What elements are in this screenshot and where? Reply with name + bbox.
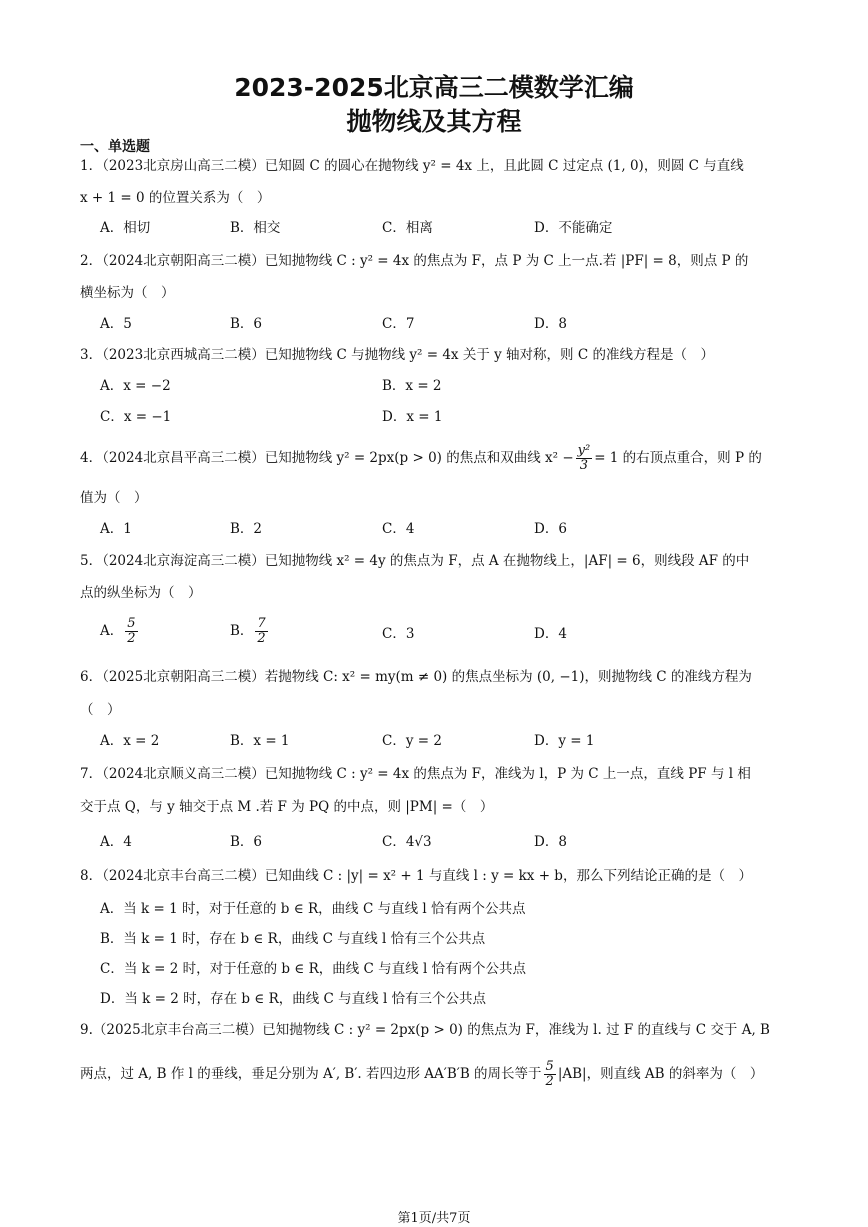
question-4-option-c: C．4: [382, 521, 415, 537]
section-heading: 一、单选题: [80, 139, 150, 155]
question-9-fraction: [544, 1060, 556, 1089]
question-2-option-c: C．7: [382, 316, 415, 332]
question-8-option-d: D．当 k = 2 时，存在 b ∈ R，曲线 C 与直线 l 恰有三个公共点: [100, 991, 487, 1007]
question-3-option-d: D．x = 1: [382, 409, 443, 425]
question-9-text-a: 两点，过 A, B 作 l 的垂线，垂足分别为 A′, B′. 若四边形 AA′B′B 的周长等于: [80, 1066, 542, 1082]
question-3-option-b: B．x = 2: [382, 378, 442, 394]
question-5-option-b: [230, 617, 270, 646]
document-subtitle: 抛物线及其方程: [346, 107, 522, 136]
question-2-option-b: B．6: [230, 316, 263, 332]
question-9-fraction-denominator: 2: [545, 1074, 554, 1089]
question-5-option-b-numerator: 7: [257, 616, 266, 631]
question-5-option-a-label: A．: [100, 623, 124, 639]
question-5-option-c: C．3: [382, 626, 415, 642]
question-5-option-a-numerator: 5: [127, 616, 136, 631]
question-9-line-2: [80, 1060, 792, 1089]
question-7-option-b: B．6: [230, 834, 263, 850]
document-title: 2023-2025北京高三二模数学汇编: [234, 73, 634, 102]
question-8-option-b: B．当 k = 1 时，存在 b ∈ R，曲线 C 与直线 l 恰有三个公共点: [100, 931, 486, 947]
question-2-line-1: 2．（2024北京朝阳高三二模）已知抛物线 C : y² = 4x 的焦点为 F，点 P 为 C 上一点.若 |PF| = 8，则点 P 的: [80, 253, 749, 269]
question-9-fraction-numerator: 5: [545, 1059, 554, 1074]
question-2-option-a: A．5: [100, 316, 132, 332]
question-8-option-a: A．当 k = 1 时，对于任意的 b ∈ R，曲线 C 与直线 l 恰有两个公共点: [100, 901, 526, 917]
question-1-option-c: C．相离: [382, 220, 433, 236]
question-6-line-1: 6．（2025北京朝阳高三二模）若抛物线 C: x² = my(m ≠ 0) 的焦点坐标为 (0, −1)，则抛物线 C 的准线方程为: [80, 669, 752, 685]
question-4-option-d: D．6: [534, 521, 567, 537]
question-5-line-2: 点的纵坐标为（ ）: [80, 585, 202, 601]
question-5-option-a-denominator: 2: [127, 631, 136, 646]
question-4-line-1: [80, 444, 792, 473]
question-5-line-1: 5．（2024北京海淀高三二模）已知抛物线 x² = 4y 的焦点为 F，点 A 在抛物线上，|AF| = 6，则线段 AF 的中: [80, 553, 750, 569]
page-number-footer: 第1页/共7页: [397, 1211, 471, 1226]
question-7-option-a: A．4: [100, 834, 132, 850]
question-9-line-1: 9.（2025北京丰台高三二模）已知抛物线 C : y² = 2px(p > 0) 的焦点为 F，准线为 l. 过 F 的直线与 C 交于 A, B: [80, 1022, 770, 1038]
question-7-line-1: 7．（2024北京顺义高三二模）已知抛物线 C : y² = 4x 的焦点为 F，准线为 l，P 为 C 上一点，直线 PF 与 l 相: [80, 766, 751, 782]
question-6-option-c: C．y = 2: [382, 733, 442, 749]
question-5-option-d: D．4: [534, 626, 567, 642]
question-3-option-c: C．x = −1: [100, 409, 172, 425]
question-6-option-a: A．x = 2: [100, 733, 160, 749]
question-5-option-b-denominator: 2: [257, 631, 266, 646]
question-8-line-1: 8．（2024北京丰台高三二模）已知曲线 C : |y| = x² + 1 与直线 l : y = kx + b，那么下列结论正确的是（ ）: [80, 868, 752, 884]
question-4-text-b: = 1 的右顶点重合，则 P 的: [594, 450, 762, 466]
question-6-option-b: B．x = 1: [230, 733, 290, 749]
question-1-line-1: 1．（2023北京房山高三二模）已知圆 C 的圆心在抛物线 y² = 4x 上，且此圆 C 过定点 (1, 0)，则圆 C 与直线: [80, 158, 744, 174]
question-3-line-1: 3．（2023北京西城高三二模）已知抛物线 C 与抛物线 y² = 4x 关于 y 轴对称，则 C 的准线方程是（ ）: [80, 347, 714, 363]
question-6-option-d: D．y = 1: [534, 733, 595, 749]
question-5-option-a: [100, 617, 140, 646]
question-3-option-a: A．x = −2: [100, 378, 171, 394]
question-8-option-c: C．当 k = 2 时，对于任意的 b ∈ R，曲线 C 与直线 l 恰有两个公共点: [100, 961, 527, 977]
question-1-line-2: x + 1 = 0 的位置关系为（ ）: [80, 190, 271, 206]
question-5-option-b-label: B．: [230, 623, 254, 639]
question-4-option-a: A．1: [100, 521, 132, 537]
question-1-option-d: D．不能确定: [534, 220, 613, 236]
question-1-option-b: B．相交: [230, 220, 281, 236]
question-7-line-2: 交于点 Q，与 y 轴交于点 M .若 F 为 PQ 的中点，则 |PM| =（ ）: [80, 799, 494, 815]
question-4-text-a: 4．（2024北京昌平高三二模）已知抛物线 y² = 2px(p > 0) 的焦点和双曲线 x² −: [80, 450, 574, 466]
question-5-option-a-fraction: [125, 617, 137, 646]
question-5-option-b-fraction: [255, 617, 267, 646]
question-4-line-2: 值为（ ）: [80, 490, 148, 506]
question-2-option-d: D．8: [534, 316, 567, 332]
question-1-option-a: A．相切: [100, 220, 151, 236]
question-7-option-c: C．4√3: [382, 834, 432, 850]
question-2-line-2: 横坐标为（ ）: [80, 285, 175, 301]
question-4-fraction-denominator: 3: [579, 458, 589, 473]
question-4-fraction-numerator: y²: [577, 443, 591, 458]
question-4-fraction: [576, 444, 593, 473]
question-4-option-b: B．2: [230, 521, 263, 537]
question-7-option-d: D．8: [534, 834, 567, 850]
question-9-text-b: |AB|，则直线 AB 的斜率为（ ）: [557, 1066, 764, 1082]
question-6-line-2: （ ）: [80, 702, 121, 718]
